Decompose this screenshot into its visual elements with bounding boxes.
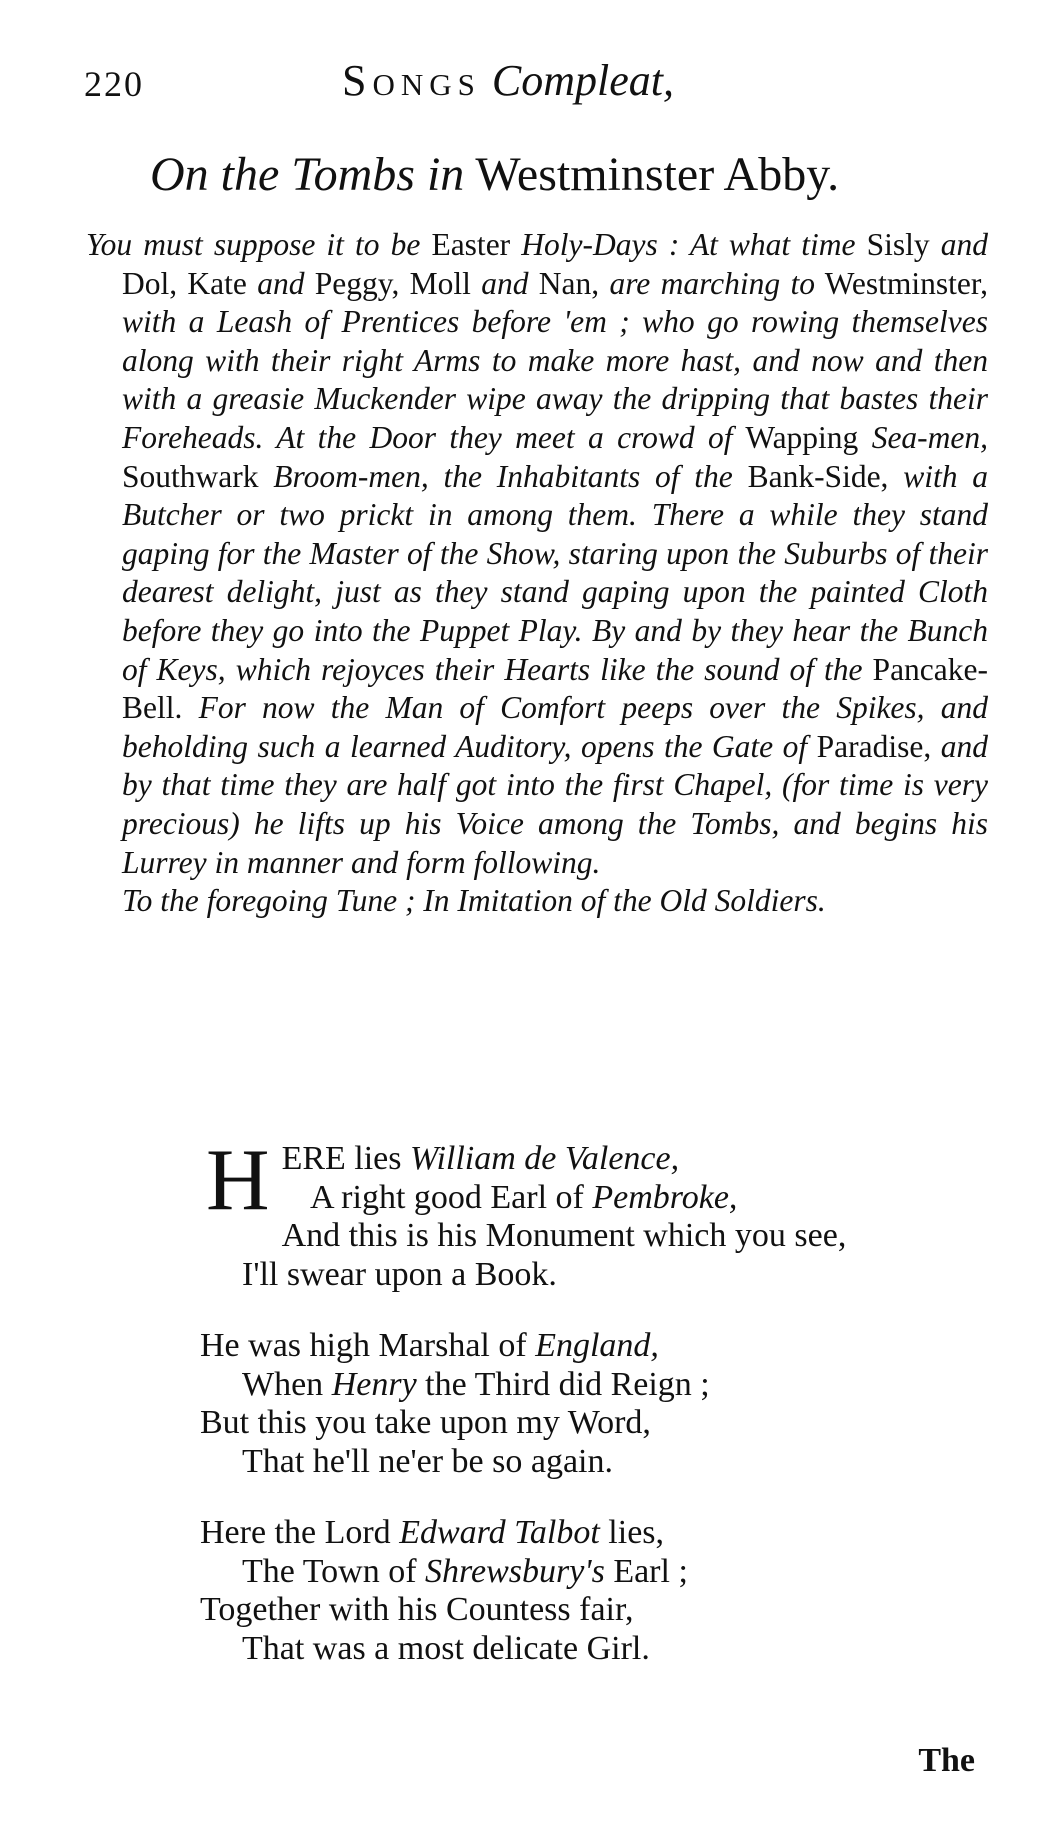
- page-header: [84, 55, 984, 115]
- poem-run: Shrewsbury's: [425, 1552, 605, 1590]
- poem-line: [200, 1404, 960, 1443]
- poem-run: England,: [535, 1327, 659, 1364]
- poem-run: Here the Lord: [200, 1514, 400, 1551]
- poem-run: He was high Marshal of: [200, 1327, 536, 1364]
- poem-line: [200, 1140, 960, 1179]
- poem-line: [200, 1514, 960, 1553]
- intro-run: and: [481, 265, 529, 301]
- poem-line: [200, 1366, 960, 1405]
- intro-run: Nan,: [528, 265, 610, 301]
- poem-run: That he'll ne'er be so again.: [242, 1442, 613, 1480]
- poem-run: lies,: [599, 1514, 665, 1551]
- poem-run: Henry: [331, 1365, 417, 1403]
- poem-run: William de Valence,: [410, 1140, 680, 1177]
- intro-run: and: [940, 227, 989, 262]
- intro-run: Wapping: [732, 419, 872, 455]
- intro-run: with a Butcher or two prickt in among them. There a while they stand gaping for the Master of the Show, staring upon the Suburbs of their dearest delight, just as they stand gaping upon the painted Cloth before they go into the Puppet Play. By and by they hear the Bunch of Keys, which rejoyces their Hearts like the sound of the: [122, 458, 989, 687]
- intro-run: You must suppose it to be: [86, 227, 421, 262]
- poem-run: But this you take upon my Word,: [200, 1404, 651, 1441]
- intro-run: and by that time they are half got into the first Chapel, (for time is very precious) he lifts up his Voice among the Tombs, and begins his Lurrey in manner and form following.: [122, 728, 988, 880]
- intro-run: Peggy, Moll: [304, 265, 482, 301]
- stanza: [200, 1514, 960, 1668]
- poem-run: When: [242, 1365, 332, 1403]
- intro-run: Sisly: [855, 227, 941, 262]
- poem-line: [200, 1630, 960, 1669]
- running-title-roman: Songs: [342, 56, 481, 105]
- poem-run: A right good Earl of: [310, 1178, 593, 1216]
- intro-run: Westminster,: [814, 265, 988, 301]
- poem-line: [200, 1443, 960, 1482]
- poem-run: Edward Talbot: [399, 1514, 600, 1551]
- intro-run: Paradise,: [807, 728, 941, 764]
- intro-run: Southwark: [122, 458, 274, 494]
- intro-run: For now the Man of Comfort peeps over the Spikes, and beholding such a learned Auditory, opens the Gate of: [122, 690, 989, 764]
- intro-run: Bank-Side,: [732, 458, 904, 494]
- intro-run: Easter: [420, 227, 522, 262]
- intro-run: and: [257, 265, 305, 301]
- poem-run: That was a most delicate Girl.: [242, 1629, 650, 1667]
- poem-line: [200, 1217, 960, 1256]
- stanza: [200, 1132, 960, 1294]
- poem-run: I'll swear upon a Book.: [242, 1255, 557, 1293]
- poem-run: Together with his Countess fair,: [200, 1591, 634, 1628]
- running-title-italic: Compleat,: [491, 56, 674, 105]
- running-title: [342, 55, 674, 106]
- drop-cap: H: [206, 1132, 270, 1229]
- catchword: The: [918, 1742, 975, 1779]
- poem-run: The Town of: [242, 1552, 426, 1590]
- poem-line: [200, 1179, 960, 1218]
- poem-body: [200, 1132, 960, 1701]
- intro-run: are marching to: [609, 265, 815, 301]
- intro-prose: [86, 226, 988, 921]
- poem-title-roman: Westminster Abby.: [475, 148, 840, 201]
- stanza: [200, 1327, 960, 1481]
- poem-line: [200, 1591, 960, 1630]
- intro-run: Broom-men, the Inhabitants of the: [273, 458, 733, 494]
- poem-run: Earl ;: [604, 1552, 688, 1590]
- poem-line: [200, 1553, 960, 1592]
- poem-run: Pembroke,: [592, 1178, 738, 1216]
- intro-run: Pancake-Bell.: [122, 651, 988, 726]
- poem-line: [200, 1256, 960, 1295]
- intro-run: with a Leash of Prentices before 'em ; who go rowing themselves along with their right Arms to make more hast, and now and then with a greasie Muckender wipe away the dripping that bastes their Foreheads. At the Door they meet a crowd of: [122, 304, 988, 455]
- poem-title: [150, 147, 839, 202]
- poem-run: And this is his Monument which you see,: [281, 1217, 847, 1254]
- poem-run: the Third did Reign ;: [416, 1365, 710, 1403]
- page-number: 220: [84, 64, 144, 104]
- poem-line: [200, 1327, 960, 1366]
- intro-paragraph: [86, 226, 988, 882]
- intro-run: Holy-Days : At what time: [521, 227, 856, 262]
- tune-direction: To the foregoing Tune ; In Imitation of the Old Soldiers.: [122, 883, 826, 919]
- poem-run: ERE lies: [281, 1140, 410, 1177]
- intro-run: Dol, Kate: [122, 265, 258, 301]
- intro-run: Sea-men,: [871, 419, 989, 455]
- poem-title-italic: On the Tombs in: [150, 148, 465, 201]
